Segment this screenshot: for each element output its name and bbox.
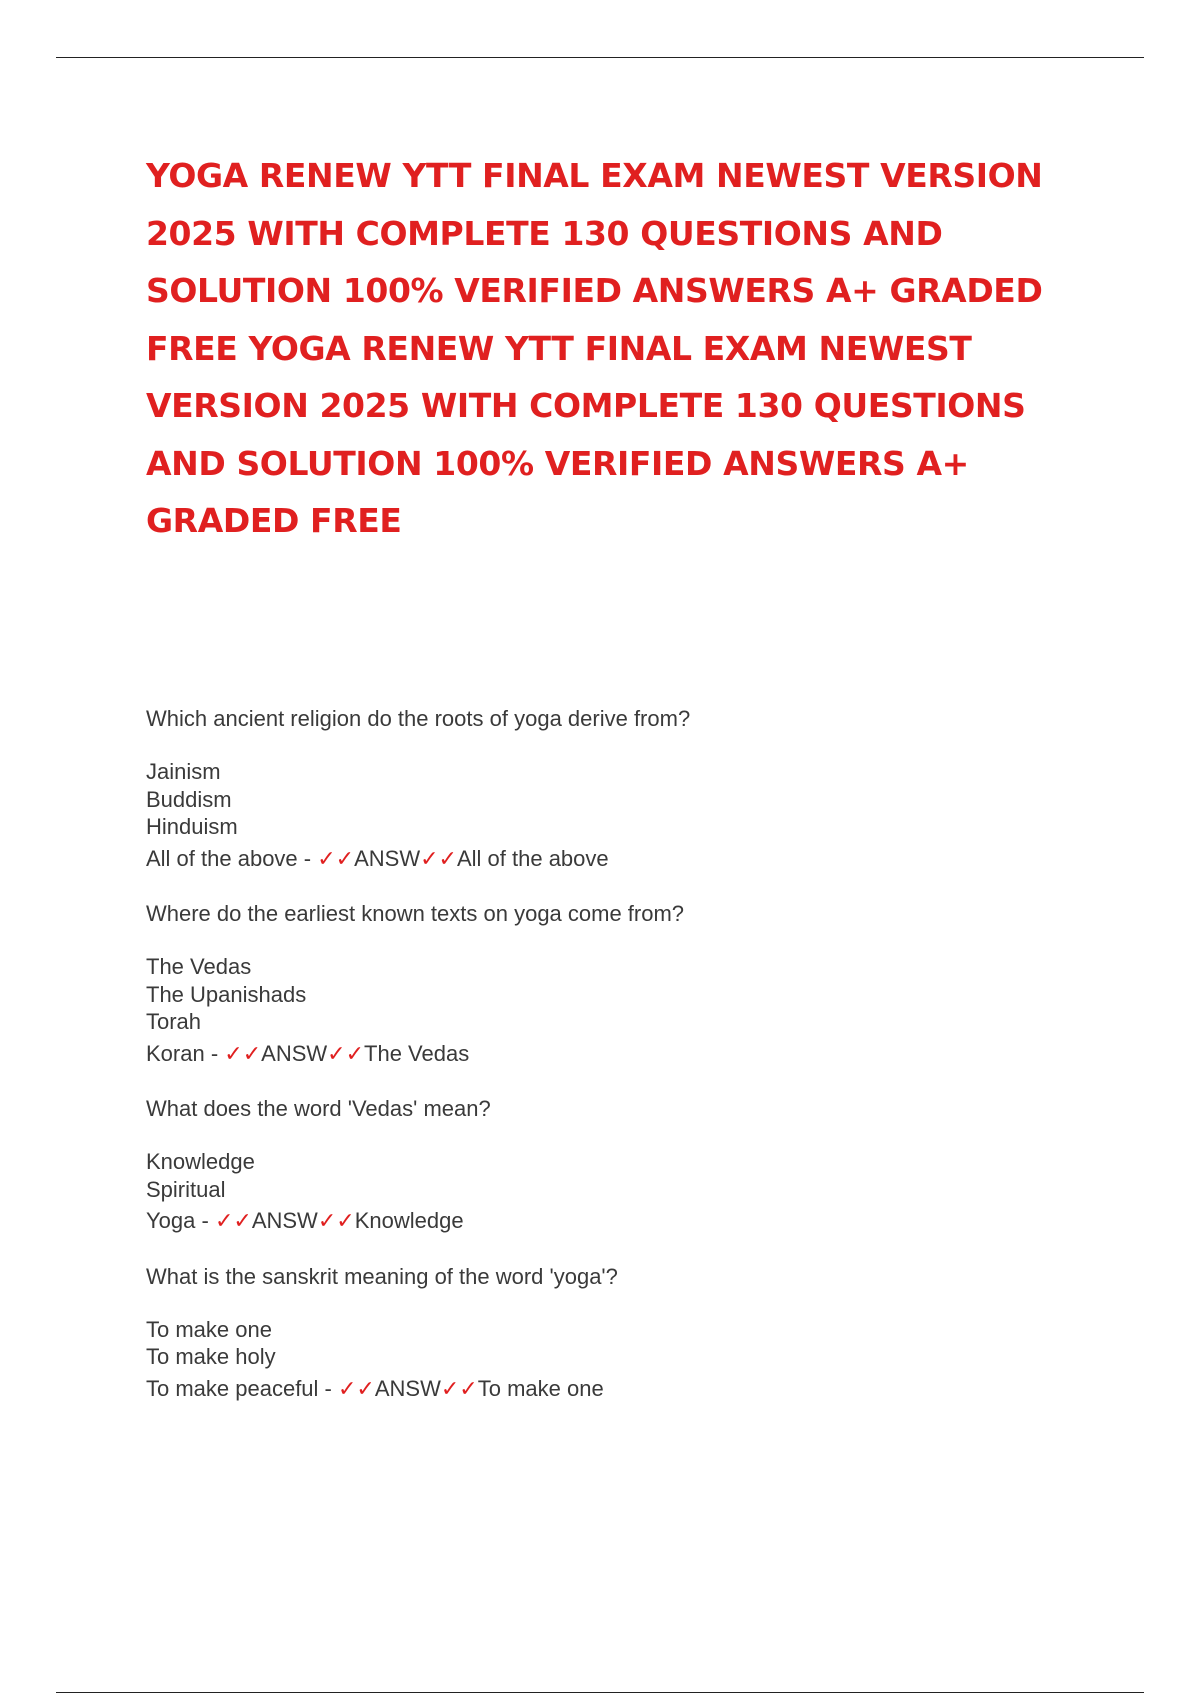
- checkmark-icon: ✓✓: [338, 1375, 375, 1401]
- separator: -: [318, 1375, 338, 1401]
- option: Torah: [146, 1009, 202, 1034]
- checkmark-icon: ✓✓: [420, 845, 457, 871]
- option: Hinduism: [146, 814, 238, 839]
- option: Buddism: [146, 786, 232, 812]
- checkmark-icon: ✓✓: [317, 1208, 355, 1233]
- question-text: Which ancient religion do the roots of yoga derive from?: [146, 706, 691, 731]
- option: To make one: [146, 1316, 272, 1342]
- separator: -: [297, 845, 318, 871]
- question-item: [146, 705, 1046, 872]
- option-text: Koran: [146, 1040, 205, 1066]
- checkmark-icon: ✓✓: [327, 1040, 365, 1066]
- option-with-answer: [146, 1040, 1046, 1068]
- option: The Upanishads: [146, 981, 307, 1007]
- checkmark-icon: ✓✓: [224, 1040, 262, 1066]
- question-list: [146, 705, 1046, 1430]
- option: To make holy: [146, 1344, 276, 1369]
- option-text: Yoga: [146, 1208, 196, 1233]
- separator: -: [204, 1040, 225, 1066]
- answer-text: The Vedas: [364, 1040, 470, 1066]
- option: Spiritual: [146, 1176, 226, 1202]
- document-title: YOGA RENEW YTT FINAL EXAM NEWEST VERSION 2025 WITH COMPLETE 130 QUESTIONS AND SOLUTION 100% VERIFIED ANSWERS A+ GRADED FREE YOGA RENEW YTT FINAL EXAM NEWEST VERSION 2025 WITH COMPLETE 130 QUESTIONS AND SOLUTION 100% VERIFIED ANSWERS A+ GRADED FREE: [146, 156, 1043, 540]
- answer-tag: ANSW: [374, 1375, 441, 1401]
- question-item: [146, 900, 1046, 1067]
- top-rule: [56, 57, 1144, 58]
- answer-text: All of the above: [456, 845, 609, 871]
- question-text: Where do the earliest known texts on yoga come from?: [146, 901, 685, 926]
- question-item: [146, 1263, 1046, 1403]
- question-text: What does the word 'Vedas' mean?: [146, 1096, 491, 1121]
- bottom-rule: [56, 1692, 1144, 1693]
- question-text: What is the sanskrit meaning of the word 'yoga'?: [146, 1263, 618, 1289]
- option-text: To make peaceful: [146, 1375, 319, 1401]
- answer-tag: ANSW: [261, 1040, 328, 1066]
- option-text: All of the above: [146, 845, 298, 871]
- answer-tag: ANSW: [354, 845, 421, 871]
- checkmark-icon: ✓✓: [317, 845, 355, 871]
- option: Knowledge: [146, 1149, 255, 1174]
- answer-tag: ANSW: [251, 1208, 318, 1233]
- option: Jainism: [146, 759, 221, 784]
- option: The Vedas: [146, 954, 252, 979]
- answer-text: Knowledge: [354, 1208, 464, 1233]
- checkmark-icon: ✓✓: [214, 1208, 252, 1233]
- option-with-answer: [146, 845, 1046, 873]
- answer-text: To make one: [477, 1375, 604, 1401]
- option-with-answer: [146, 1375, 1046, 1403]
- question-item: [146, 1095, 1046, 1235]
- checkmark-icon: ✓✓: [440, 1375, 478, 1401]
- option-with-answer: [146, 1207, 1046, 1235]
- separator: -: [195, 1208, 215, 1233]
